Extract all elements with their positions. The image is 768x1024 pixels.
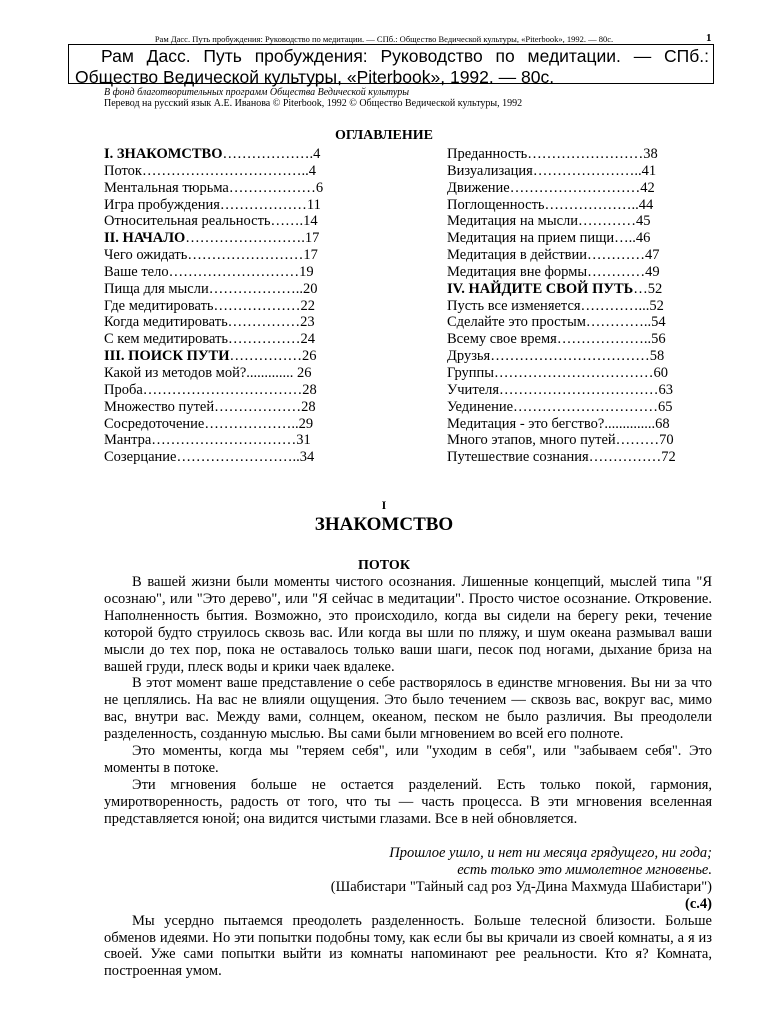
toc-entry-text: Поглощенность………………..44 — [447, 196, 654, 213]
page-number: 1 — [706, 32, 712, 44]
toc-entry-text: Уединение…………………………65 — [447, 398, 673, 415]
toc-entry-text: Пусть все изменяется…………...52 — [447, 297, 664, 314]
toc-entry — [447, 230, 676, 247]
paragraph: В этот момент ваше представление о себе растворялось в единстве мгновения. Вы ни за что не цеплялись. На вас не влияли ощущения. Это было течением — сквозь вас, вокруг вас, мимо вас, внутри вас. Между вами, солнцем, океаном, песком не было различия. Вы преодолели разделенность, созданную мыслью. Вы сами были мгновением во всей его полноте. — [104, 675, 712, 743]
toc-entry-text: Какой из методов мой?............. 26 — [104, 364, 312, 381]
toc-entry — [447, 180, 676, 197]
toc-entry-text: Множество путей………………28 — [104, 398, 316, 415]
toc-entry-text: Проба……………………………28 — [104, 381, 317, 398]
epigraph — [104, 845, 712, 913]
toc-entry — [447, 197, 676, 214]
toc-entry — [447, 416, 676, 433]
chapter-number: I — [381, 498, 387, 512]
epigraph-attribution: (Шабистари "Тайный сад роз Уд-Дина Махмуда Шабистари") — [330, 878, 712, 895]
toc-entry-text: Много этапов, много путей………70 — [447, 432, 674, 449]
toc-part-heading: I. ЗНАКОМСТВО — [104, 146, 223, 162]
toc-entry-text: Игра пробуждения………………11 — [104, 196, 321, 213]
running-head: Рам Дасс. Путь пробуждения: Руководство по медитации. — СПб.: Общество Ведической культуры, «Piterbook», 1992. — 80с. — [154, 34, 614, 44]
toc-entry-text: Медитация - это бегство?..............68 — [447, 415, 670, 432]
toc-entry-text: Ментальная тюрьма………………6 — [104, 179, 324, 196]
toc-entry — [104, 264, 323, 281]
toc-left-column — [104, 146, 323, 466]
toc-entry-text: Путешествие сознания……………72 — [447, 449, 676, 466]
toc-entry — [447, 163, 676, 180]
toc-entry — [104, 382, 323, 399]
citation-box: Рам Дасс. Путь пробуждения: Руководство по медитации. — СПб.: Общество Ведической культуры, «Piterbook», 1992. — 80с. — [68, 44, 714, 84]
toc-entry-text: Преданность……………………38 — [447, 146, 658, 162]
toc-entry — [104, 348, 323, 365]
toc-entry — [104, 247, 323, 264]
toc-entry-text: Движение………………………42 — [447, 179, 655, 196]
toc-entry-text: …52 — [633, 280, 663, 297]
toc-entry — [104, 180, 323, 197]
toc-entry-text: …………………….17 — [185, 230, 320, 247]
toc-part-heading: III. ПОИСК ПУТИ — [104, 348, 230, 365]
toc-entry — [447, 213, 676, 230]
toc-entry-text: С кем медитировать……………24 — [104, 331, 316, 348]
epigraph-reference: (с.4) — [685, 895, 712, 912]
toc-entry-text: Группы……………………………60 — [447, 364, 669, 381]
paragraph: Это моменты, когда мы "теряем себя", или "уходим в себя", или "забываем себя". Это моменты в потоке. — [104, 743, 712, 776]
toc-entry — [104, 146, 323, 163]
toc-part-heading: II. НАЧАЛО — [104, 230, 186, 247]
toc-entry-text: Созерцание……………………..34 — [104, 449, 315, 466]
toc-right-column — [447, 146, 676, 466]
toc-entry — [104, 213, 323, 230]
toc-entry-text: Медитация в действии…………47 — [447, 247, 660, 264]
toc-entry — [104, 365, 323, 382]
toc-entry — [447, 331, 676, 348]
toc-entry — [104, 432, 323, 449]
toc-entry-text: Относительная реальность…….14 — [104, 213, 318, 230]
toc-entry — [447, 298, 676, 315]
toc-entry-text: Друзья……………………………58 — [447, 348, 665, 365]
toc-entry-text: Пища для мысли………………..20 — [104, 280, 318, 297]
epigraph-line: Прошлое ушло, и нет ни месяца грядущего, ни года; — [389, 844, 712, 861]
toc-entry — [447, 382, 676, 399]
toc-entry — [447, 449, 676, 466]
toc-entry — [104, 449, 323, 466]
toc-entry — [104, 331, 323, 348]
toc-entry-text: ……………26 — [229, 348, 317, 365]
toc-entry-text: Визуализация…………………..41 — [447, 162, 657, 179]
fund-line: В фонд благотворительных программ Общества Ведической культуры — [104, 87, 409, 98]
toc-entry-text: Чего ожидать……………………17 — [104, 247, 318, 264]
toc-title: ОГЛАВЛЕНИЕ — [335, 128, 433, 143]
toc-entry-text: Медитация вне формы…………49 — [447, 263, 660, 280]
toc-entry — [447, 399, 676, 416]
toc-entry — [104, 197, 323, 214]
toc-entry-text: Сосредоточение………………..29 — [104, 415, 314, 432]
toc-entry-text: Медитация на мысли…………45 — [447, 213, 651, 230]
body-text — [104, 574, 712, 980]
toc-entry — [447, 281, 676, 298]
toc-entry-text: Всему свое время………………..56 — [447, 331, 666, 348]
toc-entry — [104, 416, 323, 433]
chapter-title: ЗНАКОМСТВО — [314, 514, 454, 535]
toc-entry-text: Сделайте это простым…………..54 — [447, 314, 666, 331]
toc-entry-text: ……………….4 — [222, 146, 321, 162]
epigraph-line: есть только это мимолетное мгновенье. — [457, 861, 712, 878]
paragraph: Мы усердно пытаемся преодолеть разделенность. Больше телесной близости. Больше обменов идеями. Но эти попытки подобны тому, как если бы вы кричали из своей комнаты, а я из своей. Уже сами попытки выйти из комнаты напоминают рее реальности. Кто я? Комната, построенная умом. — [104, 912, 712, 980]
toc-entry — [447, 365, 676, 382]
toc-entry-text: Где медитировать………………22 — [104, 297, 316, 314]
toc-entry — [447, 348, 676, 365]
toc-part-heading: IV. НАЙДИТЕ СВОЙ ПУТЬ — [447, 280, 634, 297]
toc-entry-text: Ваше тело………………………19 — [104, 263, 314, 280]
paragraph: Эти мгновения больше не остается разделений. Есть только покой, гармония, умиротворенность, радость от того, что ты — часть процесса. В эти мгновения вселенная представляется юной; она видится чистыми глазами. Все в ней обновляется. — [104, 776, 712, 827]
paragraph: В вашей жизни были моменты чистого осознания. Лишенные концепций, мыслей типа "Я осознаю", или "Это дерево", или "Я сейчас в медитации". Просто чистое осознание. Откровение. Наполненность бытия. Возможно, это происходило, когда вы сидели на берегу реки, течение которой будто струилось сквозь вас. Или когда вы шли по пляжу, и шум океана размывал ваши мысли до тех пор, пока не оставалось только ваши шаги, песок под ногами, дыхание бриза на вашей груди, плеск воды и крики чаек вдалеке. — [104, 574, 712, 675]
toc-entry — [104, 281, 323, 298]
toc-entry-text: Поток……………………………..4 — [104, 162, 316, 179]
toc-entry — [447, 247, 676, 264]
section-title: ПОТОК — [358, 558, 410, 573]
toc-entry — [104, 399, 323, 416]
toc-entry-text: Медитация на прием пищи…..46 — [447, 230, 651, 247]
toc-entry — [104, 230, 323, 247]
toc-entry — [447, 264, 676, 281]
toc-entry — [104, 163, 323, 180]
toc-entry-text: Учителя……………………………63 — [447, 381, 673, 398]
toc-entry-text: Мантра…………………………31 — [104, 432, 311, 449]
toc-entry — [447, 432, 676, 449]
toc-entry — [447, 314, 676, 331]
toc-entry — [104, 314, 323, 331]
toc-entry-text: Когда медитировать……………23 — [104, 314, 315, 331]
toc-entry — [104, 298, 323, 315]
toc-entry — [447, 146, 676, 163]
translation-line: Перевод на русский язык А.Е. Иванова © Piterbook, 1992 © Общество Ведической культуры, 1992 — [104, 98, 523, 109]
